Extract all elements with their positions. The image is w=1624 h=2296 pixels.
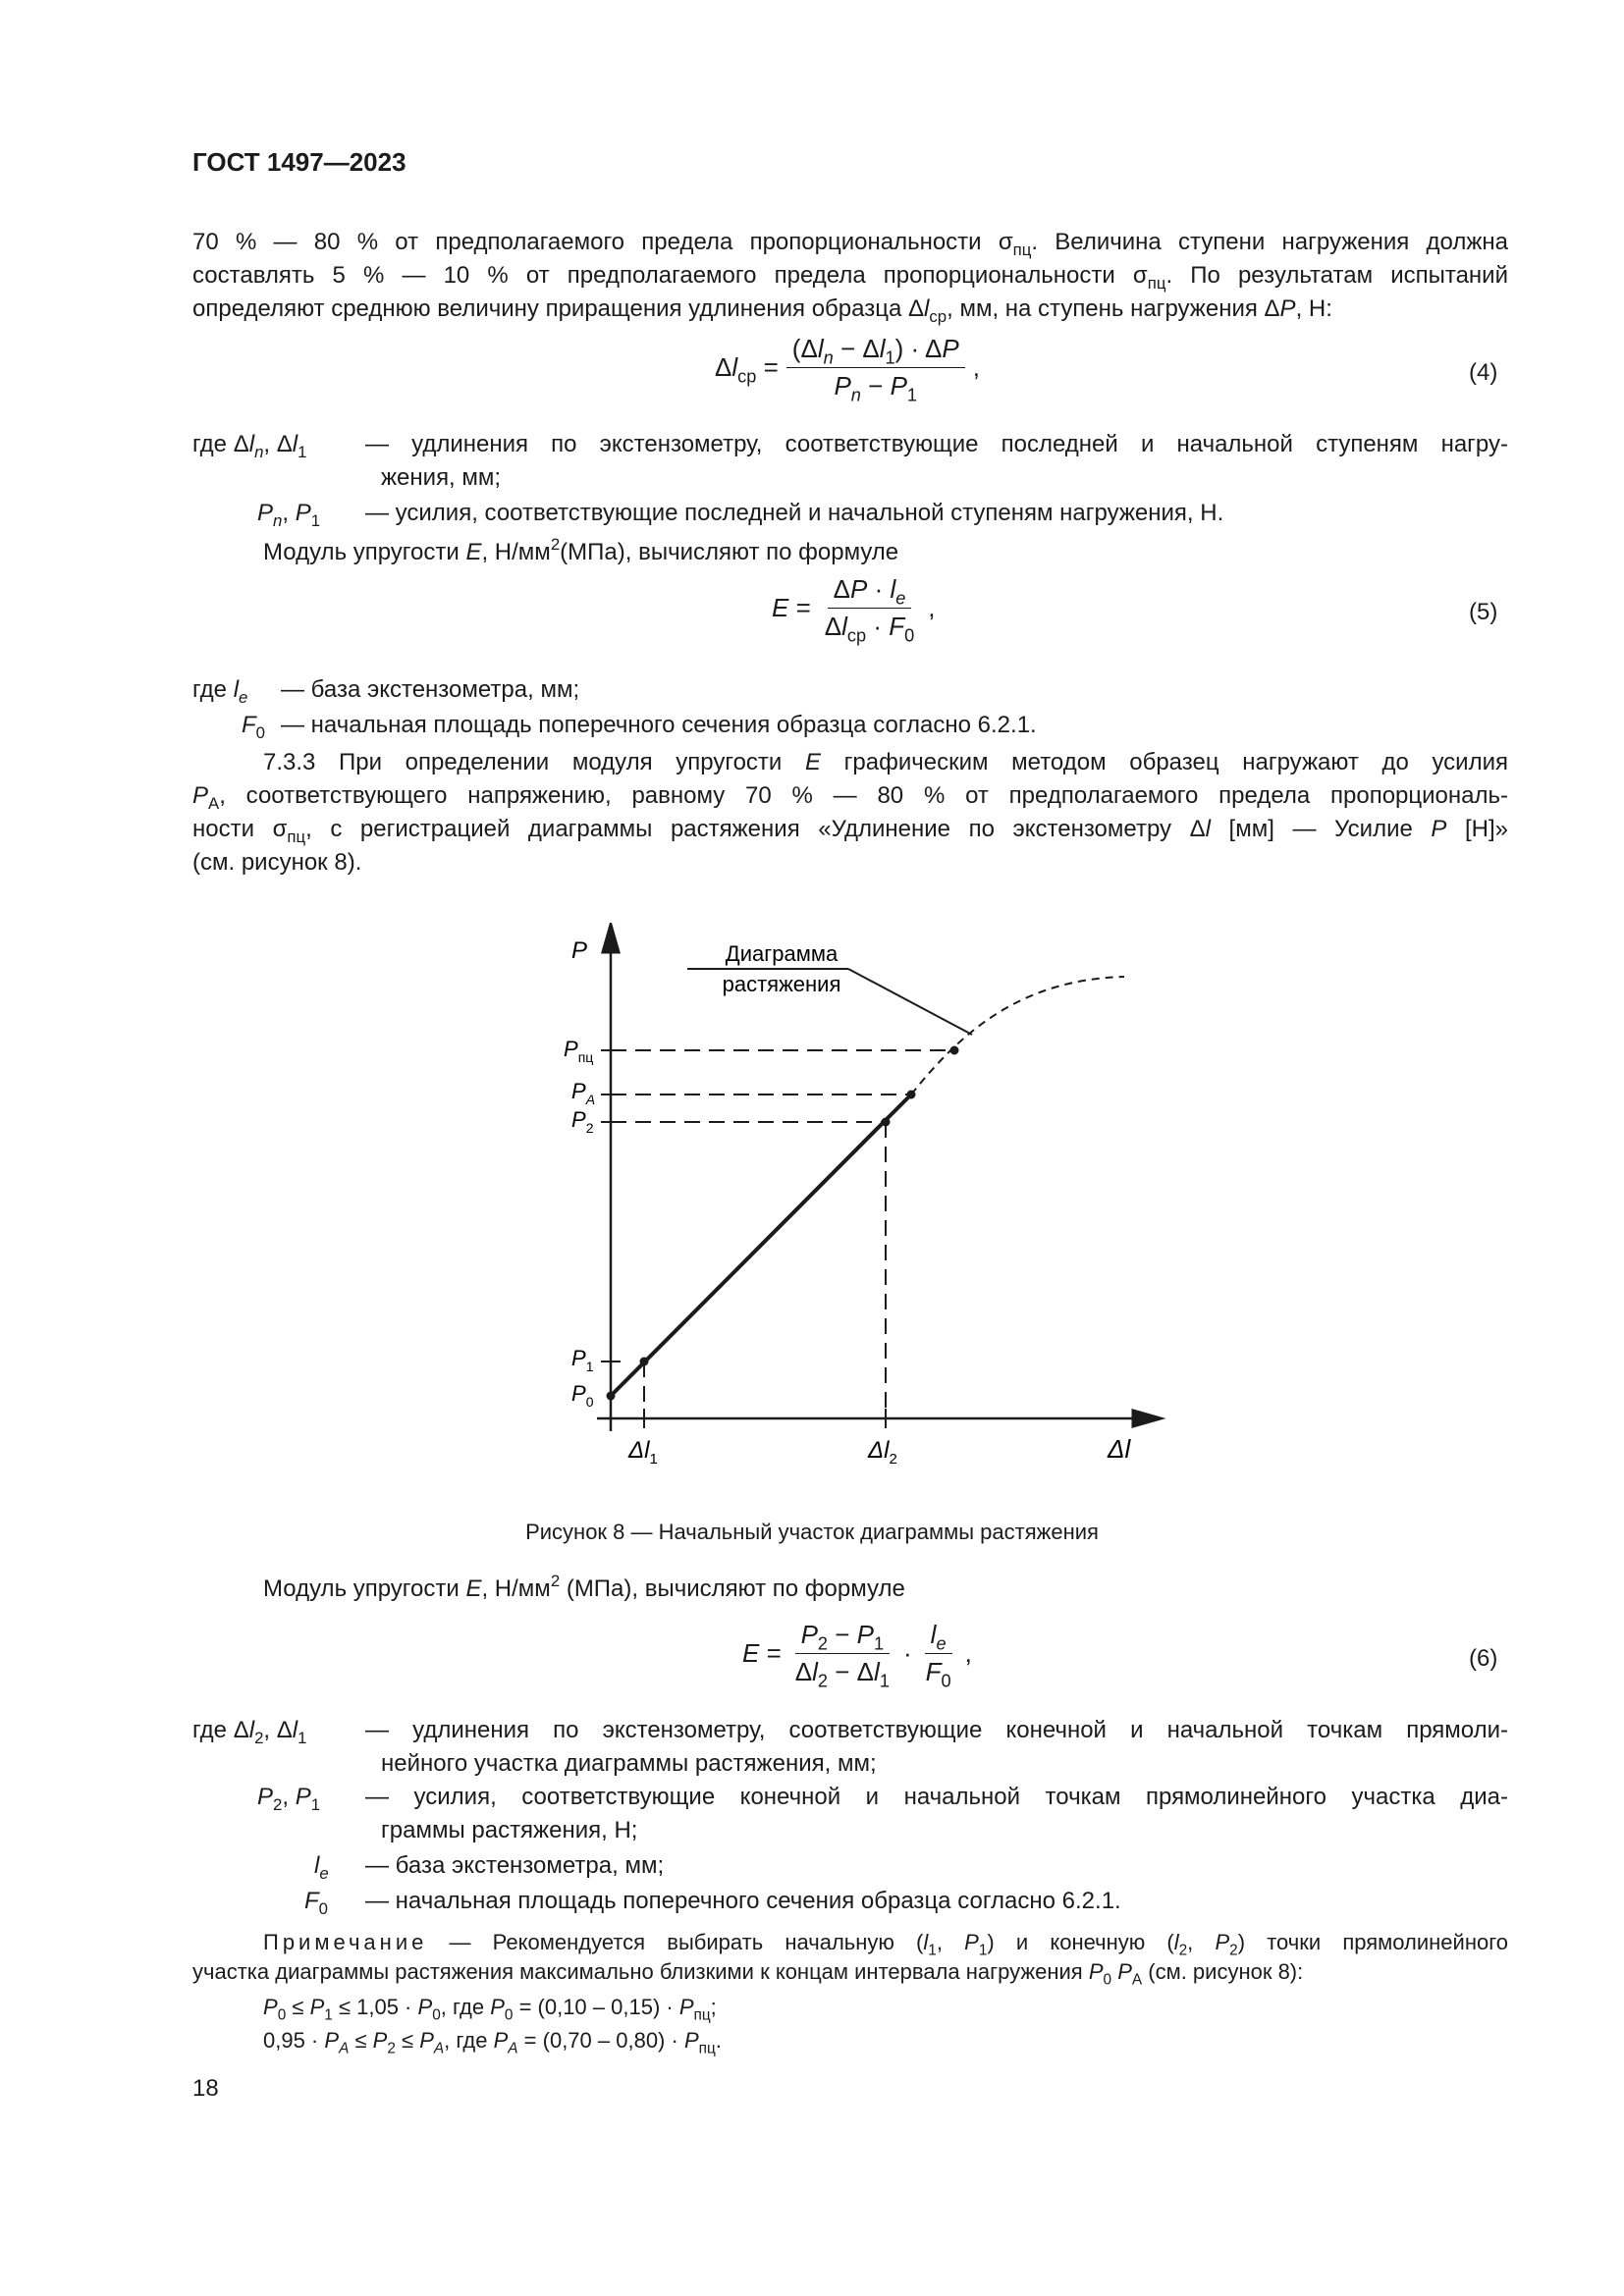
x-tick-dl1: $\Delta l_1$	[628, 1437, 658, 1468]
point-ppc	[950, 1046, 959, 1055]
paragraph-load-step: 70 % — 80 % от предполагаемого предела пропорциональности $\sigma_{пц}$. Величина ступени нагружения должна составлять 5 % — 10 % от предполагаемого предела пропорциональности $\sigma_{пц}$. По результатам испытаний определяют среднюю величину приращения удлинения образца $\Delta l_{ср}$, мм, на ступень нагружения ΔP, Н:	[192, 229, 1508, 326]
definition-elongations-6-cont: нейного участка диаграммы растяжения, мм;	[381, 1750, 877, 1777]
paragraph-modulus-intro: Модуль упругости E, $Н/мм^2(МПа)$, вычисляют по формуле	[263, 534, 899, 565]
equation-4: $\Delta l_{ср}$ = $\frac{(\Delta l_n - \Delta l_1) \cdot \Delta P}{P_n - P_1}$ ,	[715, 334, 980, 405]
definition-where-5: где $l_e$	[192, 676, 248, 707]
y-axis-label: P	[571, 937, 588, 964]
figure-caption: Рисунок 8 — Начальный участок диаграммы растяжения	[525, 1520, 1099, 1544]
point-p0	[607, 1392, 616, 1401]
definition-area-6: — начальная площадь поперечного сечения образца согласно 6.2.1.	[365, 1888, 1121, 1914]
y-tick-p1: $P_1$	[571, 1346, 594, 1374]
note-block: Примечание — Рекомендуется выбирать начальную ($l_1$, $P_1$) и конечную ($l_2$, $P_2$) точки прямолинейного участка диаграммы растяжения максимально близкими к концам интервала нагружения $P_0$ $P_A$ (см. рисунок 8): $P_0 \le P_1 \le 1,05 \cdot P_0$, где $P_0 = (0,10 - 0,15) \cdot P_{пц}$; $0,95 \cdot P_A \le P_2 \le P_A$, где $P_A = (0,70 - 0,80) \cdot P_{пц}$.	[192, 1930, 1508, 2057]
equation-5-number: (5)	[1469, 599, 1498, 625]
definition-area-symbol-6: $F_0$	[304, 1888, 329, 1918]
equation-5: E = $\frac{\Delta P \cdot l_e}{\Delta l_{ср} \cdot F_0}$ ,	[772, 574, 936, 646]
definition-forces-6-symbols: $P_2$, $P_1$	[257, 1784, 321, 1814]
y-tick-p2: $P_2$	[571, 1107, 594, 1136]
y-tick-ppc: $P_{пц}$	[564, 1037, 594, 1065]
point-p2	[882, 1118, 891, 1127]
definition-area: — начальная площадь поперечного сечения образца согласно 6.2.1.	[281, 712, 1037, 738]
definition-forces-6-cont: граммы растяжения, Н;	[381, 1817, 638, 1843]
definition-forces: — усилия, соответствующие последней и начальной ступеням нагружения, Н.	[365, 500, 1224, 526]
diagram-curve-nonlinear	[911, 977, 1124, 1095]
page-number: 18	[192, 2075, 219, 2102]
definition-where-6: где $\Delta l_2$, $\Delta l_1$	[192, 1717, 307, 1747]
label-diagram-line2: растяжения	[722, 972, 841, 996]
definition-forces-symbols: $P_n$, $P_1$	[257, 500, 321, 530]
paragraph-modulus-intro-2: Модуль упругости E, $Н/мм^2$ (МПа), вычисляют по формуле	[263, 1571, 905, 1602]
equation-6-number: (6)	[1469, 1645, 1498, 1672]
definition-gauge-base: — база экстензометра, мм;	[281, 676, 580, 703]
definition-elongations-cont: жения, мм;	[381, 464, 502, 491]
diagram-linear-segment	[611, 1095, 911, 1396]
tension-diagram-figure	[550, 923, 1178, 1492]
y-tick-p0: $P_0$	[571, 1381, 594, 1410]
document-header: ГОСТ 1497—2023	[192, 147, 406, 177]
note-label: Примечание	[263, 1930, 428, 1954]
x-axis-label: Δl	[1108, 1434, 1131, 1464]
definition-area-symbol: $F_0$	[242, 712, 266, 742]
equation-6: E = $\frac{P_2 - P_1}{\Delta l_2 - \Delta l_1}$ · $\frac{l_e}{F_0}$ ,	[742, 1620, 972, 1691]
paragraph-graphical-method: 7.3.3 При определении модуля упругости E графическим методом образец нагружают до усилия $P_А$, соответствующего напряжению, равному 70 % — 80 % от предполагаемого предела пропорциональ- ности $\sigma_{пц}$, с регистрацией диаграммы растяжения «Удлинение по экстензометру Δl [мм] — Усилие P [Н]» (см. рисунок 8).	[192, 749, 1509, 876]
point-p1	[640, 1358, 649, 1366]
definition-where: где $\Delta l_n$, $\Delta l_1$	[192, 431, 307, 461]
definition-gauge-symbol-6: $l_e$	[314, 1852, 329, 1883]
definition-elongations-6: — удлинения по экстензометру, соответствующие конечной и начальной точкам прямоли-	[365, 1717, 1508, 1743]
equation-4-number: (4)	[1469, 359, 1498, 386]
y-tick-pa: $P_A$	[571, 1079, 596, 1107]
point-pa	[907, 1091, 916, 1099]
definition-forces-6: — усилия, соответствующие конечной и начальной точкам прямолинейного участка диа-	[365, 1784, 1508, 1810]
x-tick-dl2: $\Delta l_2$	[868, 1437, 897, 1468]
definition-elongations: — удлинения по экстензометру, соответствующие последней и начальной ступеням нагру-	[365, 431, 1508, 457]
label-diagram-line1: Диаграмма	[725, 941, 839, 966]
definition-gauge-6: — база экстензометра, мм;	[365, 1852, 665, 1879]
